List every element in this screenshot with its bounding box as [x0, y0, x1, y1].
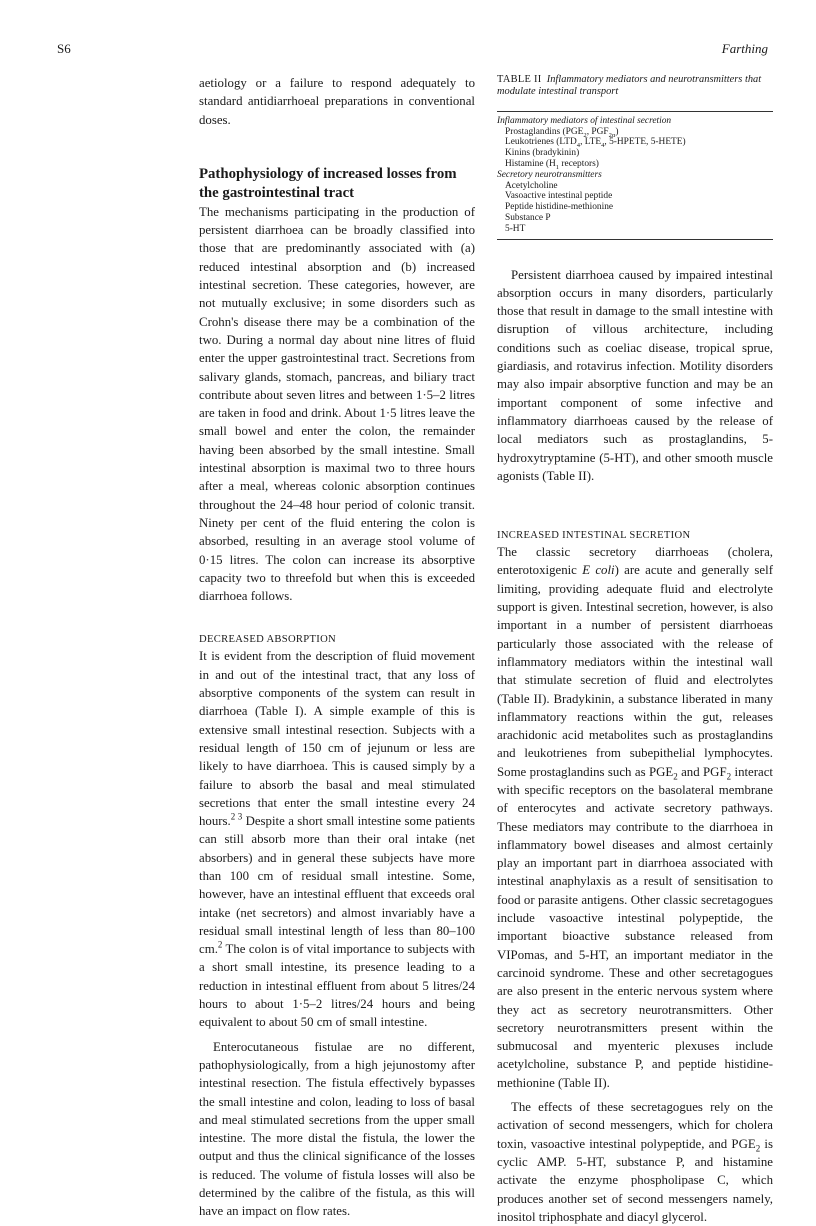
running-head: Farthing	[721, 41, 768, 56]
text-run: Despite a short small intestine some patients can still absorb more than their oral intake (net absorbers) and in general these subjects have more than 100 cm of residual small intestine. Some, however, have an intestinal effluent that exceeds oral intake (net secretors) and almost invariably have a residual small intestinal length of less than 80–100 cm.	[199, 814, 475, 957]
text-run: Leukotrienes (LTD	[505, 137, 577, 148]
paragraph-decreased-absorption	[199, 647, 475, 1031]
paragraph-increased-secretion	[497, 543, 773, 1092]
subscript: 4	[601, 142, 605, 150]
subscript: 2	[755, 1143, 761, 1154]
text-run: It is evident from the description of fluid movement in and out of the intestinal tract, that any loss of absorptive components of the system can result in diarrhoea (Table I). A simple example of this is extensive small intestinal resection. Subjects with a residual length of 150 cm of jejunum or less are likely to have diarrhoea. This is caused simply by a failure to absorb the basal and meal stimulated secretions that enter the small intestine every 24 hours.	[199, 649, 475, 829]
table-row: 5-HT	[505, 223, 526, 234]
text-run: , PGF	[586, 126, 609, 137]
table-row: Peptide histidine-methionine	[505, 202, 614, 213]
text-run: )	[615, 126, 619, 137]
subscript: 4	[576, 142, 581, 150]
text-run: , 5-HPETE, 5-HETE)	[604, 137, 686, 148]
table-title: Inflammatory mediators and neurotransmitters that modulate intestinal transport	[497, 74, 762, 98]
paragraph-continuation: aetiology or a failure to respond adequately to standard antidiarrhoeal preparations in conventional doses.	[199, 76, 475, 127]
text-run: and PGF	[677, 764, 727, 779]
text-run: Histamine (H	[505, 159, 556, 169]
table-category: Inflammatory mediators of intestinal secretion	[497, 115, 672, 126]
table-row	[497, 137, 773, 148]
table-ii	[497, 111, 773, 240]
text-run: is cyclic AMP. 5-HT, substance P, and histamine activate the enzyme phospholipase C, which produces another set of second messengers namely, inositol triphosphate and diacyl glycerol.	[497, 1136, 773, 1224]
reference-superscript: 2 3	[230, 811, 243, 822]
paragraph-pathophysiology: The mechanisms participating in the production of persistent diarrhoea can be broadly classified into those that are predominantly associated with (a) reduced intestinal absorption and (b) increased intestinal secretion. These categories, however, are not mutually exclusive; in some disorders such as Crohn's disease there may be a combination of the two. During a normal day about nine litres of fluid enter the upper gastrointestinal tract. Secretions from salivary glands, stomach, pancreas, and biliary tract contribute about seven litres and between 1·5–2 litres are taken in food and drink. About 1·5 litres leave the small bowel and enter the colon, the remainder having been absorbed by the small intestine. Small intestinal absorption is maximal two to three hours after a meal, whereas colonic absorption continues throughout the 24–48 hour period of colonic transit. Ninety per cent of the fluid entering the colon is absorbed, resulting in an average stool volume of 0·15 litres. The colon can increase its absorptive capacity two to threefold but when this is exceeded diarrhoea follows.	[199, 204, 475, 604]
table-row: Vasoactive intestinal peptide	[505, 191, 613, 202]
subscript: 2α	[608, 131, 616, 139]
italic-text: E coli	[582, 563, 615, 578]
paragraph-second-messengers	[497, 1098, 773, 1226]
table-row: Acetylcholine	[505, 180, 558, 191]
reference-superscript: 2	[217, 939, 223, 950]
table-row: Kinins (bradykinin)	[505, 148, 580, 159]
text-run: The classic secretory diarrhoeas (cholera, enterotoxigenic	[497, 545, 773, 578]
table-row: Substance P	[505, 212, 551, 223]
subscript: 2	[726, 771, 732, 782]
text-run: ) are acute and generally self limiting, providing adequate fluid and electrolyte support is given. Intestinal secretion, however, is also important in a number of persistent diarrhoeas particularly those associated with the release of inflammatory mediators within the intestinal wall that stimulate secretion of fluid and electrolytes (Table II). Bradykinin, a substance liberated in many inflammatory reactions within the gut, releases arachidonic acid metabolites such as prostaglandins and leukotrienes from subepithelial lymphocytes. Some prostaglandins such as PGE	[497, 563, 773, 779]
right-column	[497, 74, 773, 1226]
text-run: interact with specific receptors on the basolateral membrane of enterocytes and activate secretory pathways. These mediators may contribute to the diarrhoea in inflammatory bowel diseases and almost certainly play an important part in diarrhoea associated with intestinal anaphylaxis as a result of sensitisation to food or parasite antigens. Other classic secretagogues include vasoactive intestinal polypeptide, the important bioactive substance released from VIPomas, and 5-HT, an important mediator in the carcinoid syndrome. These and other secretagogues are also present in the enteric nervous system where they act as secretory neurotransmitters. Other secretory neurotransmitters present within the submucosal and myenteric plexuses include acetylcholine, substance P, and peptide histidine-methionine (Table II).	[497, 764, 774, 1090]
subscript: 1	[555, 163, 560, 171]
table-label: TABLE II	[497, 74, 542, 85]
text-run: , LTE	[580, 137, 602, 148]
text-run: The colon is of vital importance to subjects with a short small intestine, its presence leading to a reduction in intestinal effluent from about 5 litres/24 hours to about 1·5–2 litres/24 hours and being equivalent to about 50 cm of small intestine.	[199, 942, 475, 1030]
text-run: receptors)	[559, 159, 599, 169]
table-category: Secretory neurotransmitters	[497, 169, 602, 180]
subheading-decreased-absorption: DECREASED ABSORPTION	[199, 634, 336, 646]
table-row	[497, 127, 773, 138]
subscript: 2	[673, 771, 678, 782]
paragraph-fistulae: Enterocutaneous fistulae are no different, pathophysiologically, from a high jejunostomy after intestinal resection. The fistula effectively bypasses the small intestine and colon, leading to loss of basal and meal stimulated secretions from the upper small intestine. The more distal the fistula, the lower the output and thus the clinical significance of the losses is reduced. The volume of fistula losses will also be determined by the calibre of the fistula, as this will have an impact on flow rates.	[199, 1039, 475, 1219]
page-number: S6	[57, 41, 71, 56]
text-run: The effects of these secretagogues rely on the activation of second messengers, which for cholera toxin, vasoactive intestinal polypeptide, and PGE	[497, 1100, 773, 1151]
subscript: 2	[583, 131, 587, 139]
text-run: Prostaglandins (PGE	[505, 126, 584, 137]
table-caption	[497, 74, 773, 99]
subheading-increased-secretion: INCREASED INTESTINAL SECRETION	[497, 530, 691, 542]
left-column	[199, 74, 475, 1221]
paragraph-impaired-absorption: Persistent diarrhoea caused by impaired intestinal absorption occurs in many disorders, particularly those that result in damage to the small intestine with disruption of villous architecture, including conditions such as coeliac disease, tropical sprue, giardiasis, and rotavirus infection. Motility disorders may also impair absorptive function and may be an important component of some infective and inflammatory diarrhoeas caused by the release of local mediators such as prostaglandins, 5-hydroxytryptamine (5-HT), and other smooth muscle agonists (Table II).	[497, 267, 773, 483]
table-row	[497, 159, 773, 170]
section-heading-pathophysiology: Pathophysiology of increased losses from the gastrointestinal tract	[199, 165, 457, 201]
